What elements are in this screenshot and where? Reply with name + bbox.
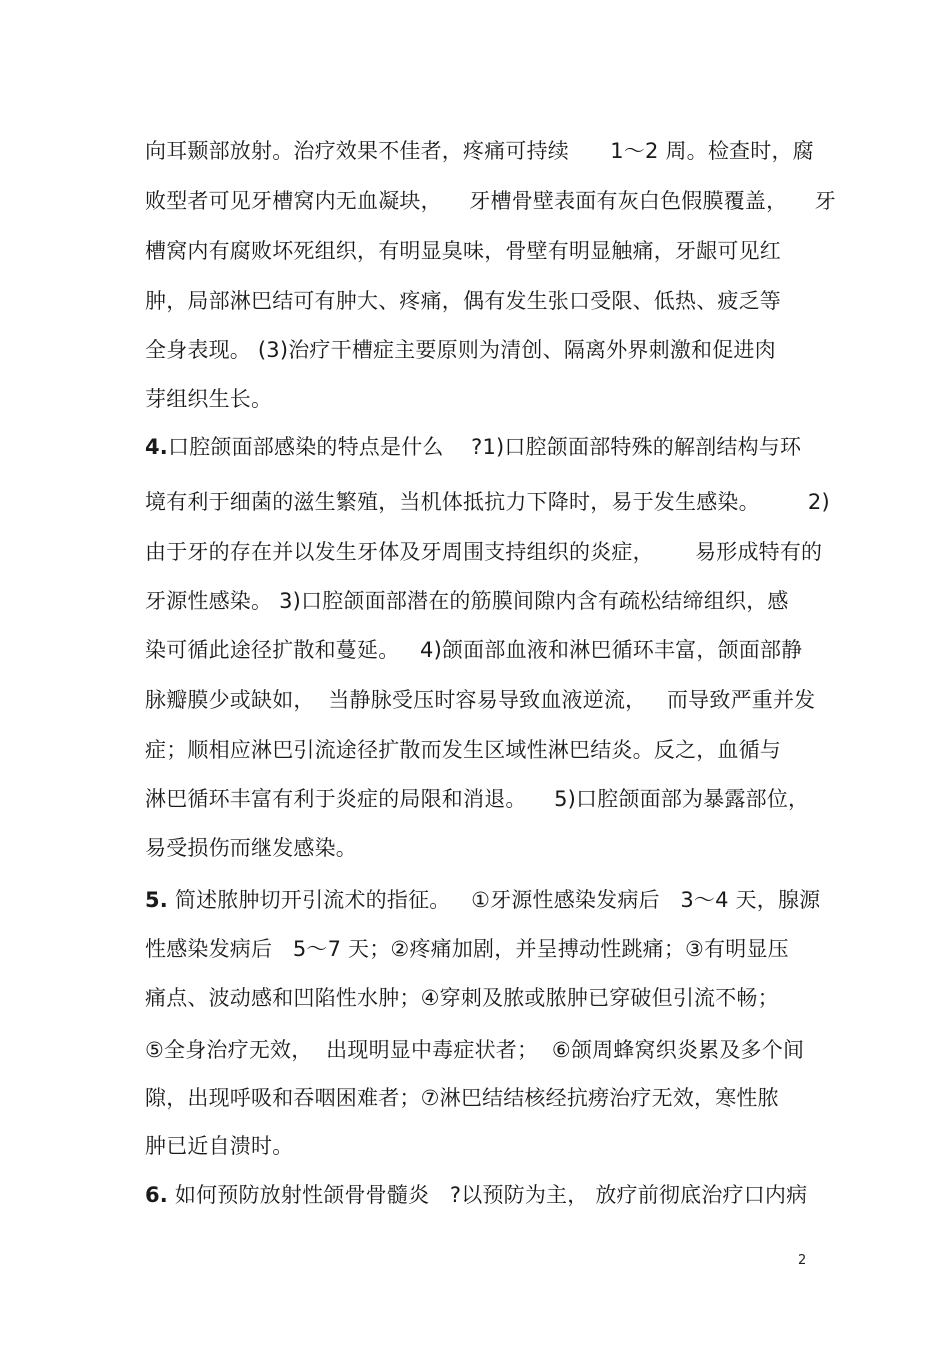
text-line: 由于牙的存在并以发生牙体及牙周围支持组织的炎症， 易形成特有的 <box>145 540 823 564</box>
text-line: 牙源性感染。 3)口腔颌面部潜在的筋膜间隙内含有疏松结缔组织，感 <box>145 589 789 613</box>
text-line: 染可循此途径扩散和蔓延。 4)颌面部血液和淋巴循环丰富，颌面部静 <box>145 638 803 662</box>
text-line: 向耳颞部放射。治疗效果不佳者，疼痛可持续 1～2 周。检查时，腐 <box>145 139 814 163</box>
text-line: 肿已近自溃时。 <box>145 1134 294 1158</box>
text-line: 性感染发病后 5～7 天；②疼痛加剧，并呈搏动性跳痛；③有明显压 <box>145 937 789 961</box>
text-line: ⑤全身治疗无效， 出现明显中毒症状者； ⑥颌周蜂窝织炎累及多个间 <box>145 1038 805 1062</box>
text-line: 败型者可见牙槽窝内无血凝块， 牙槽骨壁表面有灰白色假膜覆盖， 牙 <box>145 189 836 213</box>
text-line: 境有利于细菌的滋生繁殖，当机体抵抗力下降时，易于发生感染。 2) <box>145 490 830 514</box>
page-number: 2 <box>798 1253 807 1268</box>
text-span: 如何预防放射性颌骨骨髓炎 ?以预防为主， 放疗前彻底治疗口内病 <box>168 1183 808 1207</box>
text-line: 症；顺相应淋巴引流途径扩散而发生区域性淋巴结炎。反之，血循与 <box>145 738 781 762</box>
question-5-line <box>145 886 820 914</box>
text-line: 芽组织生长。 <box>145 387 273 411</box>
text-line: 槽窝内有腐败坏死组织，有明显臭味，骨壁有明显触痛，牙龈可见红 <box>145 239 781 263</box>
text-span: 简述脓肿切开引流术的指征。 ①牙源性感染发病后 3～4 天，腺源 <box>168 888 821 912</box>
text-line: 痛点、波动感和凹陷性水肿；④穿刺及脓或脓肿已穿破但引流不畅； <box>145 986 779 1010</box>
text-span: 口腔颌面部感染的特点是什么 ?1)口腔颌面部特殊的解剖结构与环 <box>168 435 802 459</box>
question-number: 4. <box>145 435 168 459</box>
text-line: 隙，出现呼吸和吞咽困难者；⑦淋巴结结核经抗痨治疗无效，寒性脓 <box>145 1086 779 1110</box>
text-line: 肿，局部淋巴结可有肿大、疼痛，偶有发生张口受限、低热、疲乏等 <box>145 289 781 313</box>
question-number: 6. <box>145 1183 168 1207</box>
question-6-line <box>145 1181 807 1209</box>
question-4-line <box>145 433 801 461</box>
text-line: 全身表现。 (3)治疗干槽症主要原则为清创、隔离外界刺激和促进肉 <box>145 338 776 362</box>
text-line: 脉瓣膜少或缺如， 当静脉受压时容易导致血液逆流， 而导致严重并发 <box>145 688 816 712</box>
question-number: 5. <box>145 888 168 912</box>
text-line: 易受损伤而继发感染。 <box>145 836 357 860</box>
text-line: 淋巴循环丰富有利于炎症的局限和消退。 5)口腔颌面部为暴露部位， <box>145 787 810 811</box>
